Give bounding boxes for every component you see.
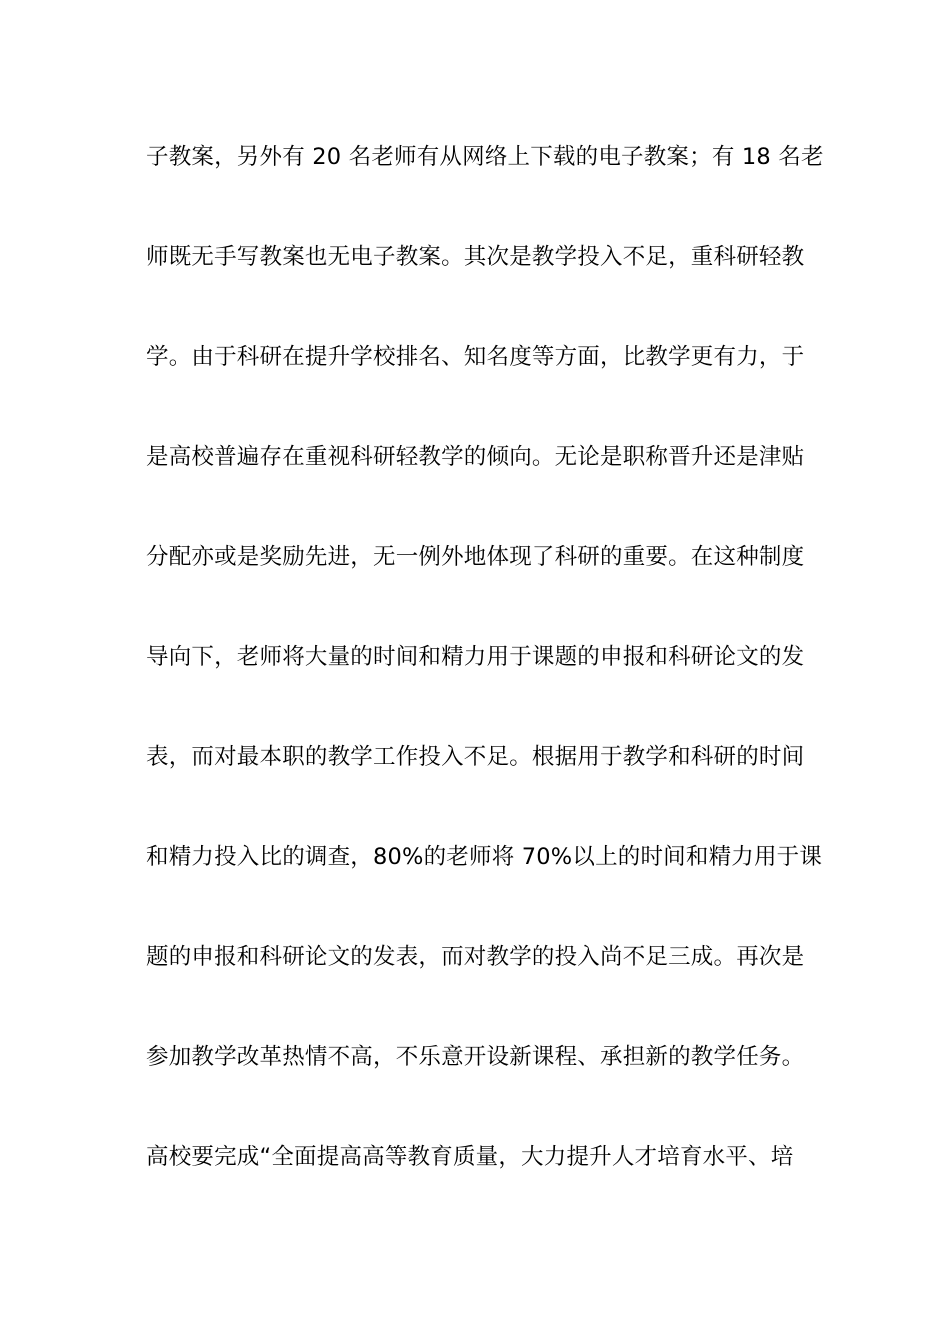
text-line: 师既无手写教案也无电子教案。其次是教学投入不足，重科研轻教 (146, 244, 805, 270)
text-line: 分配亦或是奖励先进，无一例外地体现了科研的重要。在这种制度 (146, 544, 805, 570)
text-line: 是高校普遍存在重视科研轻教学的倾向。无论是职称晋升还是津贴 (146, 444, 805, 470)
body-text (146, 132, 824, 1232)
text-line: 和精力投入比的调查，80%的老师将 70%以上的时间和精力用于课 (146, 844, 823, 870)
text-line: 题的申报和科研论文的发表，而对教学的投入尚不足三成。再次是 (146, 944, 805, 970)
text-line: 子教案，另外有 20 名老师有从网络上下载的电子教案；有 18 名老 (146, 144, 824, 170)
text-line: 高校要完成“全面提高高等教育质量，大力提升人才培育水平、培 (146, 1144, 794, 1170)
text-line: 导向下，老师将大量的时间和精力用于课题的申报和科研论文的发 (146, 644, 805, 670)
text-line: 参加教学改革热情不高，不乐意开设新课程、承担新的教学任务。 (146, 1044, 805, 1070)
text-line: 表，而对最本职的教学工作投入不足。根据用于教学和科研的时间 (146, 744, 805, 770)
text-line: 学。由于科研在提升学校排名、知名度等方面，比教学更有力，于 (146, 344, 805, 370)
